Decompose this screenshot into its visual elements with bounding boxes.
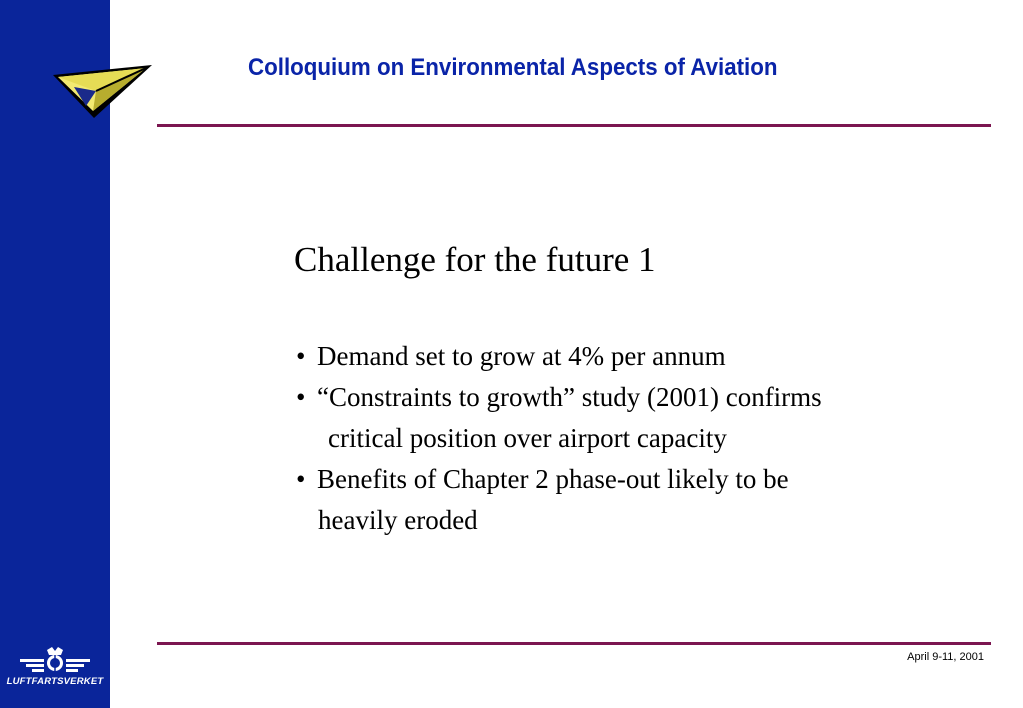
bullet-item [296, 459, 996, 500]
bullet-text: Benefits of Chapter 2 phase-out likely to be [317, 464, 789, 494]
logo-text: LUFTFARTSVERKET [6, 676, 104, 687]
bullet-list [296, 336, 996, 541]
header-divider [157, 124, 991, 127]
bullet-glyph: • [296, 464, 306, 494]
bullet-continuation: heavily eroded [318, 505, 478, 535]
footer-date: April 9-11, 2001 [907, 651, 984, 663]
bullet-glyph: • [296, 341, 306, 371]
bullet-text: “Constraints to growth” study (2001) confirms [317, 382, 822, 412]
bullet-item [296, 336, 996, 377]
crown-wings-icon [0, 636, 110, 696]
bullet-text: Demand set to grow at 4% per annum [317, 341, 726, 371]
bullet-item [296, 377, 996, 418]
header-title: Colloquium on Environmental Aspects of Aviation [248, 54, 778, 81]
paper-plane-icon [50, 58, 160, 124]
bullet-continuation: critical position over airport capacity [328, 423, 727, 453]
bullet-glyph: • [296, 382, 306, 412]
slide-title: Challenge for the future 1 [294, 240, 656, 279]
footer-divider [157, 642, 991, 645]
